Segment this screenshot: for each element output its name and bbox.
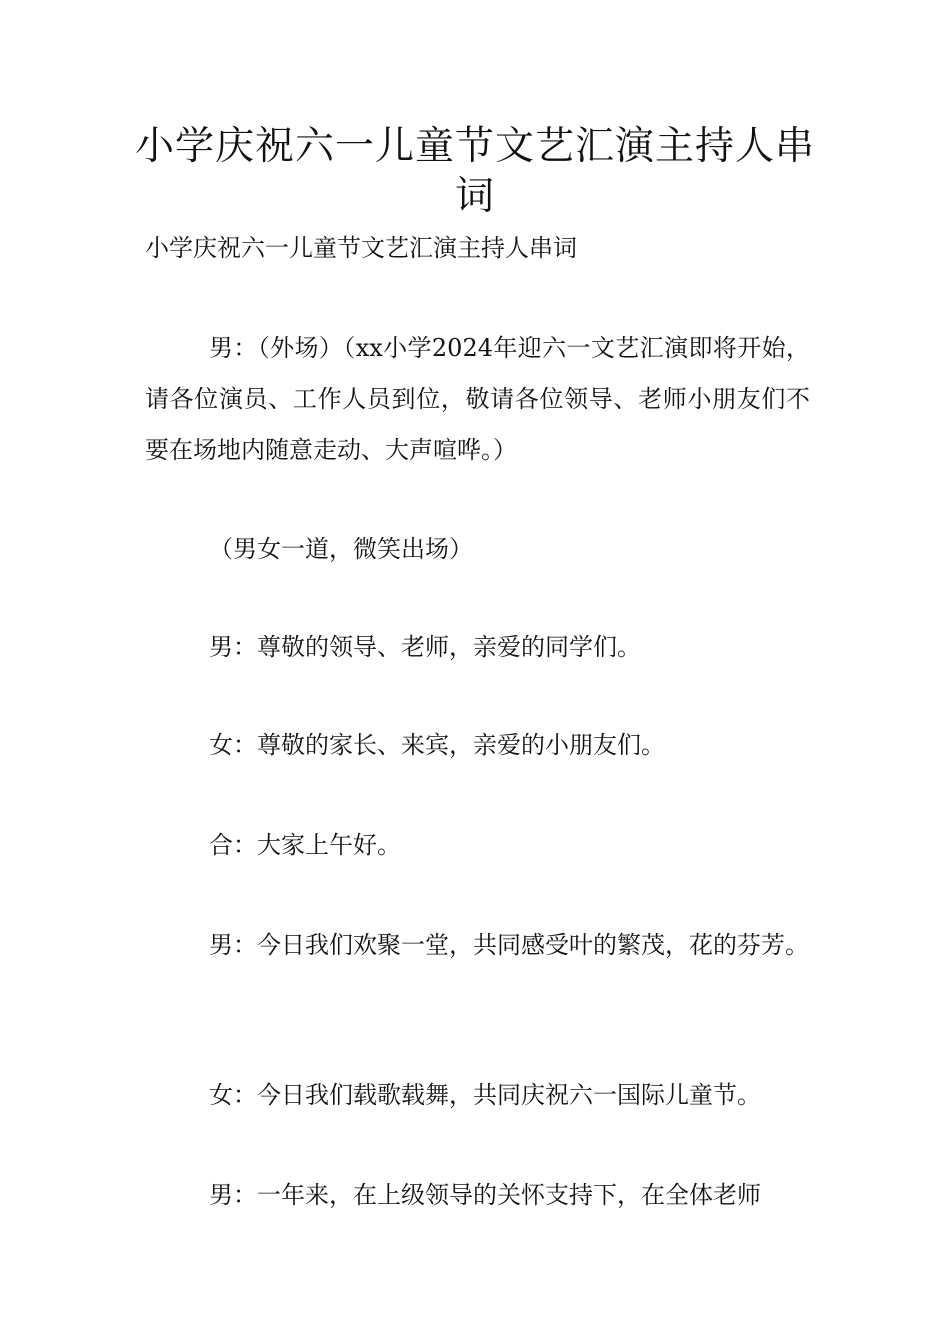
document-subtitle: 小学庆祝六一儿童节文艺汇演主持人串词 (145, 234, 577, 262)
paragraph: 男：今日我们欢聚一堂，共同感受叶的繁茂，花的芬芳。 (209, 931, 809, 959)
paragraph: 男：（外场）（xx小学2024年迎六一文艺汇演即将开始，请各位演员、工作人员到位，敬请各位领导、老师小朋友们不要在场地内随意走动、大声喧哗。） (145, 334, 810, 464)
paragraph: 男：尊敬的领导、老师，亲爱的同学们。 (209, 633, 641, 661)
paragraph: 女：尊敬的家长、来宾，亲爱的小朋友们。 (209, 731, 665, 759)
paragraph: 女：今日我们载歌载舞，共同庆祝六一国际儿童节。 (209, 1081, 761, 1109)
paragraph: 合：大家上午好。 (209, 831, 401, 859)
document-title: 小学庆祝六一儿童节文艺汇演主持人串词 (134, 124, 815, 219)
paragraph: （男女一道，微笑出场） (209, 535, 473, 563)
paragraph: 男：一年来，在上级领导的关怀支持下，在全体老师 (209, 1181, 761, 1209)
